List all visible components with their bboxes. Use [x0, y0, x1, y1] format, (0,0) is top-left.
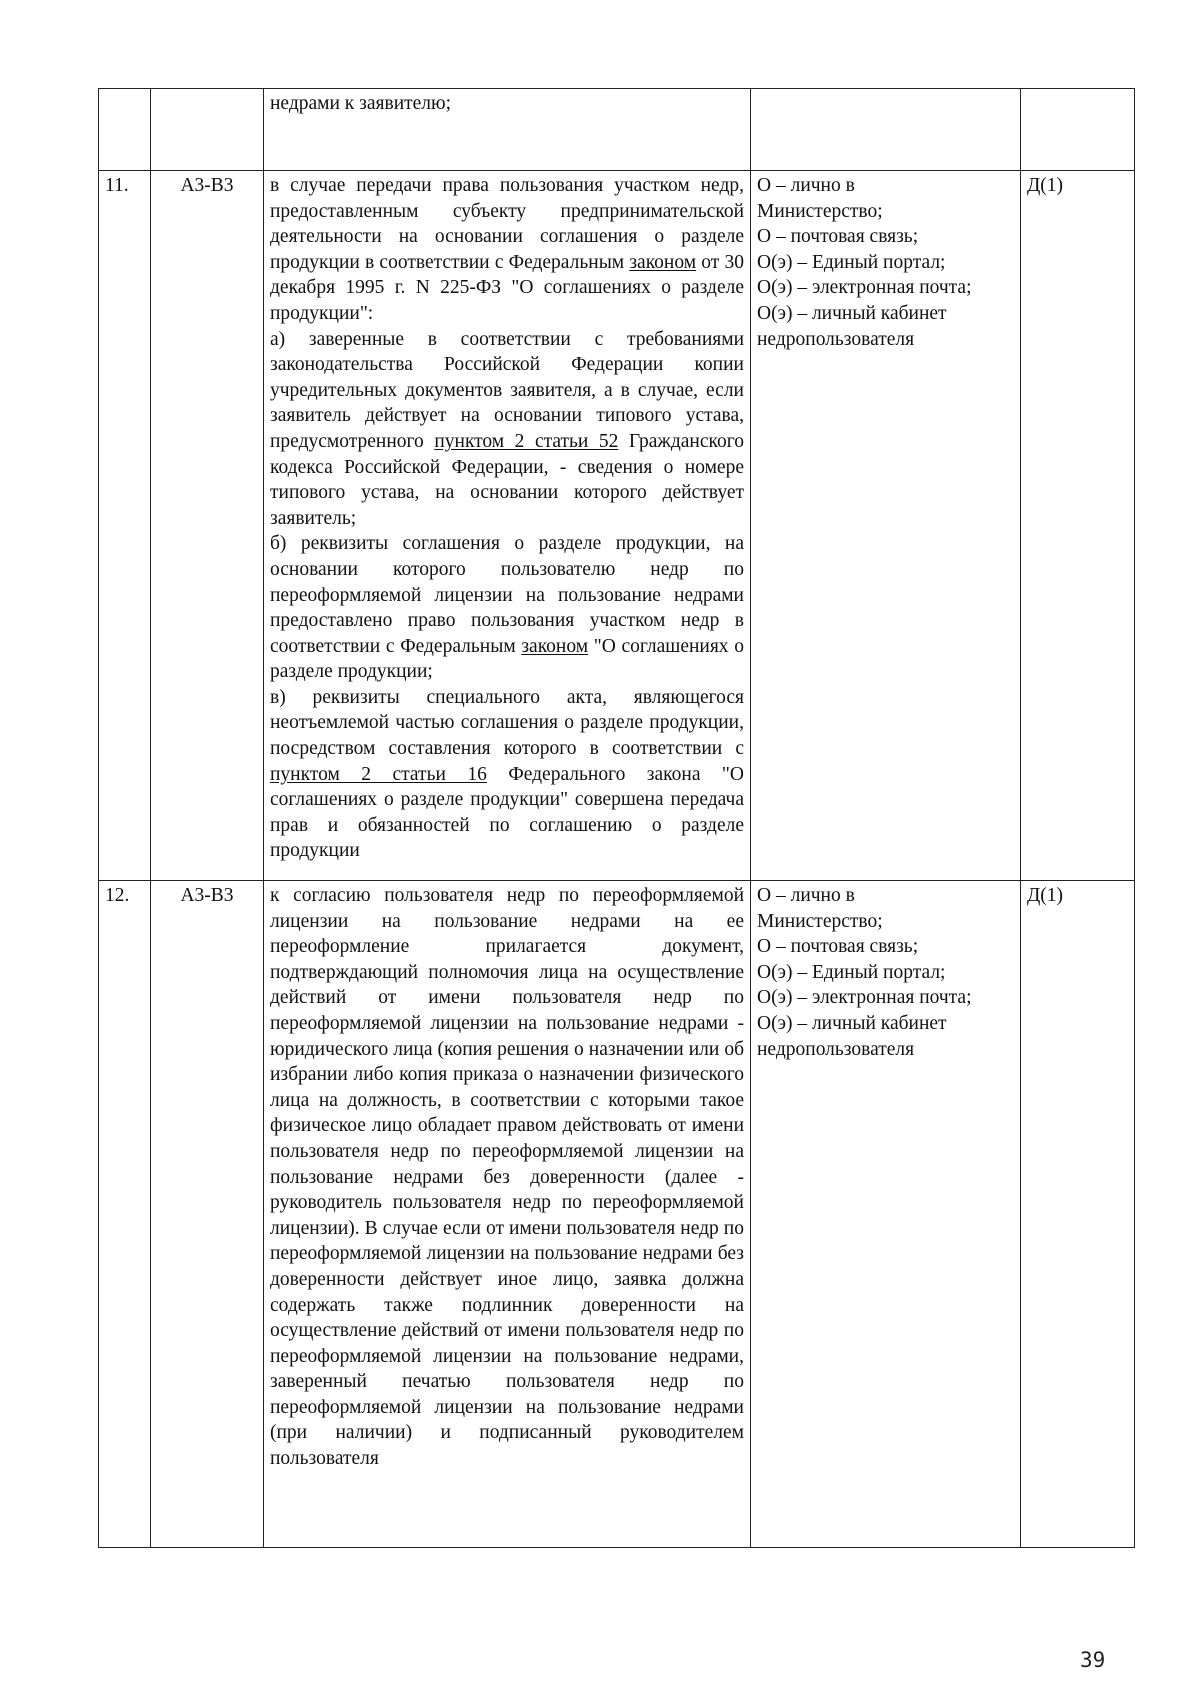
table-row-continuation: [99, 89, 1135, 171]
row-code-cell: А3-В3: [151, 881, 264, 1548]
method-line: О(э) – электронная почта;: [757, 987, 972, 1009]
row-number-cell: 12.: [99, 881, 151, 1548]
row-method-cell: [751, 171, 1021, 881]
method-line: О(э) – личный кабинет: [757, 302, 947, 324]
page-number: 39: [1080, 1648, 1106, 1672]
method-line: Министерство;: [757, 200, 883, 222]
civil-code-link[interactable]: пунктом 2 статьи 52: [434, 430, 619, 452]
method-line: недропользователя: [757, 1038, 915, 1060]
row-code-cell: [151, 89, 264, 171]
document-table: [98, 88, 1135, 1548]
row-method-cell: [751, 89, 1021, 171]
row-number-cell: [99, 89, 151, 171]
method-line: О – почтовая связь;: [757, 226, 919, 248]
method-line: О(э) – Единый портал;: [757, 961, 946, 983]
method-line: О – лично в: [757, 175, 855, 196]
method-line: О – лично в: [757, 885, 855, 906]
law-article-link[interactable]: пунктом 2 статьи 16: [270, 763, 487, 785]
row-text-cell: [264, 171, 751, 881]
table-row-11: [99, 171, 1135, 881]
law-link[interactable]: законом: [521, 635, 589, 657]
method-line: недропользователя: [757, 328, 915, 350]
paragraph-b: б) реквизиты соглашения о разделе продукции, на основании которого пользователю недр по переоформляемой лицензии на пользование недрами предоставлено право пользования участком недр в соответствии с Федеральным законом "О соглашениях о разделе продукции;: [270, 533, 744, 683]
row-text-cell: к согласию пользователя недр по переоформляемой лицензии на пользование недрами на ее переоформление прилагается документ, подтверждающий полномочия лица на осуществление действий от имени пользователя недр по переоформляемой лицензии на пользование недрами - юридического лица (копия решения о назначении или об избрании либо копия приказа о назначении физического лица на должность, в соответствии с которыми такое физическое лицо обладает правом действовать от имени пользователя недр по переоформляемой лицензии на пользование недрами без доверенности (далее - руководитель пользователя недр по переоформляемой лицензии). В случае если от имени пользователя недр по переоформляемой лицензии на пользование недрами без доверенности действует иное лицо, заявка должна содержать также подлинник доверенности на осуществление действий от имени пользователя недр по переоформляемой лицензии на пользование недрами, заверенный печатью пользователя недр по переоформляемой лицензии на пользование недрами (при наличии) и подписанный руководителем пользователя: [264, 881, 751, 1548]
paragraph-intro: в случае передачи права пользования участком недр, предоставленным субъекту предпринимательской деятельности на основании соглашения о разделе продукции в соответствии с Федеральным законом от 30 декабря 1995 г. N 225-ФЗ "О соглашениях о разделе продукции":: [270, 175, 745, 324]
law-link[interactable]: законом: [629, 251, 697, 273]
method-line: О(э) – личный кабинет: [757, 1012, 947, 1034]
method-line: О(э) – электронная почта;: [757, 277, 972, 299]
method-line: О(э) – Единый портал;: [757, 251, 946, 273]
row-code-cell: А3-В3: [151, 171, 264, 881]
paragraph-a: а) заверенные в соответствии с требованиями законодательства Российской Федерации копии учредительных документов заявителя, а в случае, если заявитель действует на основании типового устава, предусмотренного пунктом 2 статьи 52 Гражданского кодекса Российской Федерации, - сведения о номере типового устава, на основании которого действует заявитель;: [270, 328, 744, 529]
row-result-cell: Д(1): [1021, 881, 1135, 1548]
method-line: Министерство;: [757, 910, 883, 932]
row-method-cell: [751, 881, 1021, 1548]
row-text-cell: недрами к заявителю;: [264, 89, 751, 171]
row-number-cell: 11.: [99, 171, 151, 881]
paragraph-c: в) реквизиты специального акта, являющегося неотъемлемой частью соглашения о разделе продукции, посредством составления которого в соответствии с пунктом 2 статьи 16 Федерального закона "О соглашениях о разделе продукции" совершена передача прав и обязанностей по соглашению о разделе продукции: [270, 686, 744, 862]
method-line: О – почтовая связь;: [757, 936, 919, 958]
row-result-cell: [1021, 89, 1135, 171]
table-row-12: [99, 881, 1135, 1548]
row-result-cell: Д(1): [1021, 171, 1135, 881]
